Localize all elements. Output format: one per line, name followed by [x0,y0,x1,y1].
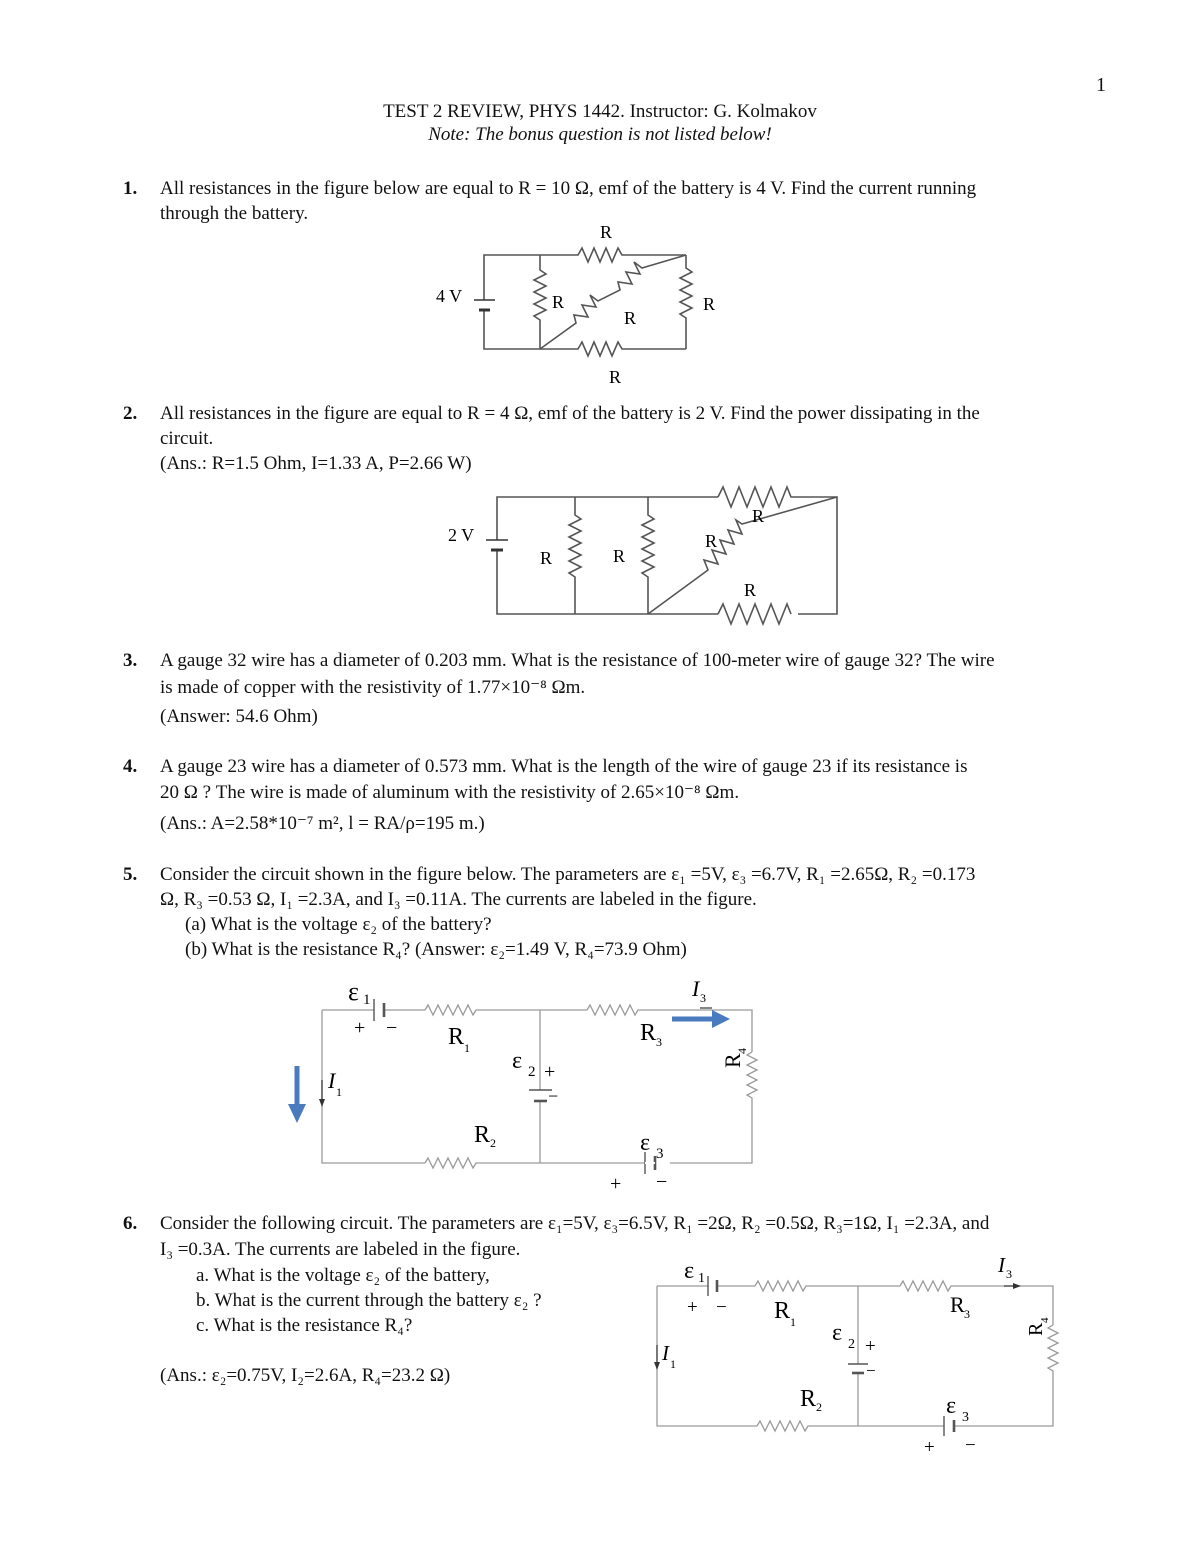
q6-e2-sub: 2 [848,1337,855,1352]
q6-r2-label: R [800,1386,817,1412]
q6-line1: Consider the following circuit. The parameters are ε₁=5V, ε₃=6.5V, R₁ =2Ω, R₂ =0.5Ω, R₃=1Ω, I₁ =2.3A, and [160,1213,990,1234]
q5-part-b: (b) What is the resistance R₄? (Answer: ε₂=1.49 V, R₄=73.9 Ohm) [185,939,687,960]
q6-e3-sub: 3 [962,1410,969,1425]
q6-r4-sub: 4 [1039,1317,1051,1323]
q6-r1-label: R [774,1298,791,1324]
q6-part-c: c. What is the resistance R₄? [196,1315,413,1336]
q6-r2-sub: 2 [816,1400,822,1414]
page-note: Note: The bonus question is not listed below! [428,124,772,145]
q2-answer: (Ans.: R=1.5 Ohm, I=1.33 A, P=2.66 W) [160,453,472,474]
q1-r-right-label: R [703,294,716,314]
q6-part-a: a. What is the voltage ε₂ of the battery, [196,1265,490,1286]
q4-line2: 20 Ω ? The wire is made of aluminum with the resistivity of 2.65×10⁻⁸ Ωm. [160,782,740,803]
q2-battery-label: 2 V [448,525,475,545]
q1-number: 1. [123,178,138,199]
q2-r5-label: R [744,580,757,600]
q6-e2-plus: + [865,1336,876,1357]
q1-r-mid-b-label: R [566,310,567,311]
q1-r-mid-a-label: R [624,308,637,328]
q5-number: 5. [123,864,138,885]
q1-line1: All resistances in the figure below are equal to R = 10 Ω, emf of the battery is 4 V. Find the current running [160,178,977,199]
q6-r1-sub: 1 [790,1315,796,1329]
q5-e2-label: ε [512,1048,523,1074]
q6-i3-label: I [998,1253,1005,1277]
q6-e3-label: ε [946,1393,957,1419]
q2-line1: All resistances in the figure are equal to R = 4 Ω, emf of the battery is 2 V. Find the power dissipating in the [160,403,980,424]
q6-e1-label: ε [684,1258,695,1284]
q6-e2-minus: − [866,1361,876,1380]
q5-part-a: (a) What is the voltage ε₂ of the battery? [185,914,492,935]
q5-e3-sub: 3 [656,1146,664,1162]
q6-i3-sub: 3 [1006,1267,1012,1281]
q6-r3-label: R [950,1292,965,1317]
q2-r4-label: R [752,506,765,526]
q5-r1-label: R [448,1024,465,1050]
q3-line2: is made of copper with the resistivity of 1.77×10⁻⁸ Ωm. [160,677,586,698]
q2-number: 2. [123,403,138,424]
q6-e2-label: ε [832,1320,843,1346]
q6-r4-label: R [1025,1322,1047,1336]
q1-r-bottom-label: R [609,367,622,387]
q2-r1-label: R [540,548,553,568]
q5-e2-minus: − [548,1086,559,1106]
q3-answer: (Answer: 54.6 Ohm) [160,706,318,727]
page-title: TEST 2 REVIEW, PHYS 1442. Instructor: G. Kolmakov [383,101,817,122]
q1-r-top-label: R [600,222,613,242]
q5-r2-label: R [474,1122,491,1148]
q5-i1-label: I [328,1068,336,1093]
q6-number: 6. [123,1213,138,1234]
q5-e1-label: ε [348,977,359,1006]
q6-e1-sub: 1 [698,1271,705,1286]
q3-line1: A gauge 32 wire has a diameter of 0.203 mm. What is the resistance of 100-meter wire of gauge 32? The wire [160,650,995,671]
q6-e1-plus: + [687,1297,698,1318]
q2-r2-label: R [613,546,626,566]
q5-e3-label: ε [640,1130,651,1156]
q6-answer: (Ans.: ε₂=0.75V, I₂=2.6A, R₄=23.2 Ω) [160,1365,451,1386]
q5-i1-sub: 1 [336,1085,342,1099]
q6-r3-sub: 3 [964,1307,970,1321]
q5-line1: Consider the circuit shown in the figure below. The parameters are ε₁ =5V, ε₃ =6.7V, R₁ =2.65Ω, R₂ =0.173 [160,864,976,885]
q5-r3-label: R [640,1020,657,1046]
q4-line1: A gauge 23 wire has a diameter of 0.573 mm. What is the length of the wire of gauge 23 if its resistance is [160,756,968,777]
q5-r2-sub: 2 [490,1136,496,1150]
q1-battery-label: 4 V [436,286,463,306]
q5-i3-label: I [692,976,700,1001]
q1-r-left-label: R [552,292,565,312]
q5-e1-minus: − [386,1017,398,1039]
q2-r3-label: R [705,531,718,551]
q4-answer: (Ans.: A=2.58*10⁻⁷ m², l = RA/ρ=195 m.) [160,813,485,834]
q6-line2: I₃ =0.3A. The currents are labeled in the figure. [160,1239,521,1260]
q6-i1-label: I [662,1341,669,1365]
q5-line2: Ω, R₃ =0.53 Ω, I₁ =2.3A, and I₃ =0.11A. The currents are labeled in the figure. [160,889,757,910]
q6-part-b: b. What is the current through the battery ε₂ ? [196,1290,542,1311]
q5-e3-minus: − [656,1171,668,1193]
q5-r1-sub: 1 [464,1041,470,1055]
page-number: 1 [1096,74,1106,96]
q6-e3-minus: − [965,1435,976,1456]
q6-e3-plus: + [924,1437,935,1458]
q6-e1-minus: − [716,1297,727,1318]
q3-number: 3. [123,650,138,671]
q5-e1-plus: + [354,1017,366,1039]
q5-e1-sub: 1 [363,992,371,1008]
q1-line2: through the battery. [160,203,309,224]
q5-r4-label: R [720,1053,745,1068]
q5-r4-sub: 4 [735,1048,749,1054]
q4-number: 4. [123,756,138,777]
q5-e2-plus: + [544,1061,556,1083]
q5-i3-sub: 3 [700,991,706,1005]
q5-r3-sub: 3 [656,1035,662,1049]
q5-e2-sub: 2 [528,1064,536,1080]
q6-i1-sub: 1 [670,1357,676,1371]
q5-e3-plus: + [610,1173,622,1195]
q2-line2: circuit. [160,428,214,449]
